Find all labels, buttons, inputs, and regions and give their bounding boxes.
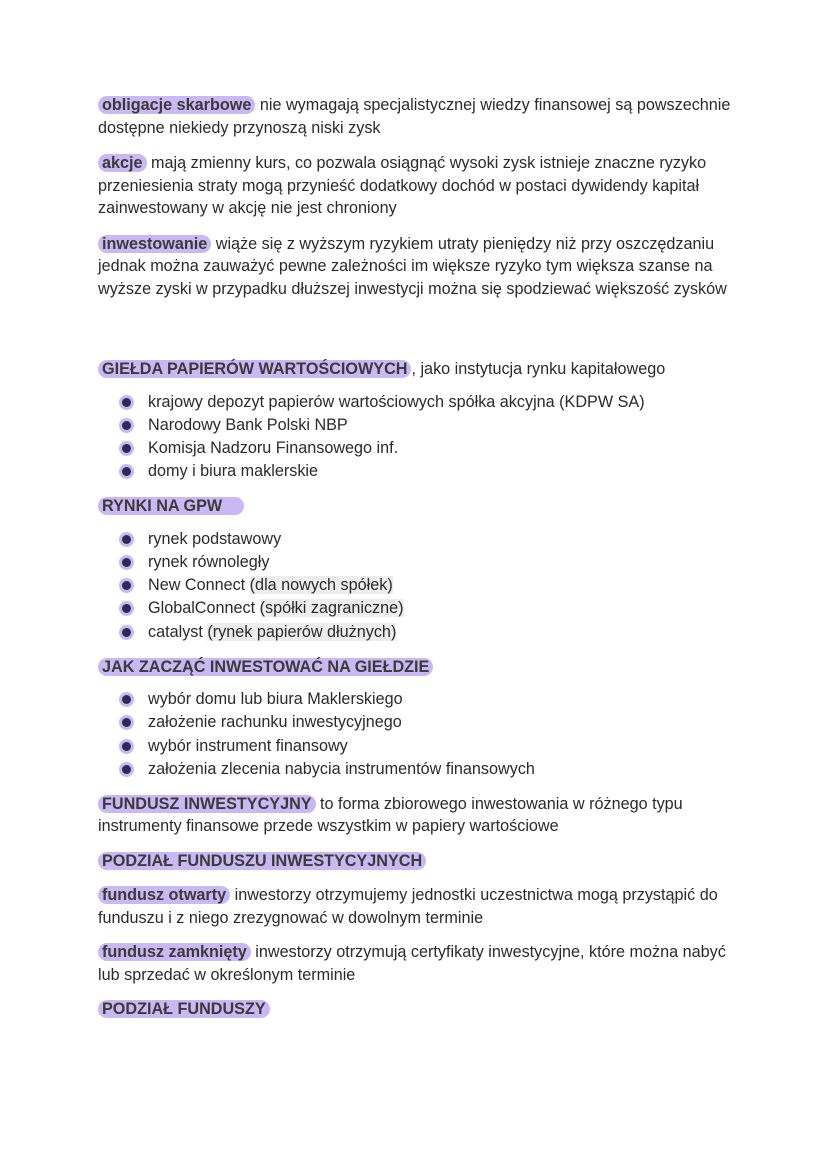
paragraph-inwestowanie (98, 233, 748, 301)
list-item-text: Komisja Nadzoru Finansowego inf. (148, 438, 399, 457)
list-item-text: Narodowy Bank Polski NBP (148, 415, 348, 434)
list-item-text: wybór domu lub biura Maklerskiego (148, 690, 403, 709)
list-item (98, 574, 748, 597)
heading-podzial-funduszu (98, 850, 748, 873)
bullet-icon (122, 765, 131, 774)
bullet-icon (122, 421, 131, 430)
bullet-icon (122, 604, 131, 613)
heading-rynki-term: RYNKI NA GPW (98, 497, 244, 515)
bullet-icon (122, 628, 131, 637)
heading-jak (98, 656, 748, 679)
bullet-icon (122, 444, 131, 453)
heading-podzial-funduszy (98, 998, 748, 1021)
term-fundusz-otwarty: fundusz otwarty (98, 886, 230, 904)
list-item-note: (dla nowych spółek) (249, 576, 393, 595)
list-item (98, 460, 748, 483)
term-obligacje: obligacje skarbowe (98, 96, 255, 114)
heading-podzial-funduszu-term: PODZIAŁ FUNDUSZU INWESTYCYJNYCH (98, 852, 426, 870)
list-item-text: GlobalConnect (148, 599, 260, 618)
list-item (98, 688, 748, 711)
list-item-note: (spółki zagraniczne) (259, 599, 404, 618)
document-content (98, 94, 748, 1021)
heading-jak-term: JAK ZACZĄĆ INWESTOWAĆ NA GIEŁDZIE (98, 658, 433, 676)
list-item-text: założenie rachunku inwestycyjnego (148, 713, 402, 732)
bullet-icon (122, 718, 131, 727)
paragraph-obligacje (98, 94, 748, 139)
jak-list (98, 688, 748, 781)
bullet-icon (122, 581, 131, 590)
list-item (98, 414, 748, 437)
paragraph-fundusz-otwarty (98, 884, 748, 929)
bullet-icon (122, 467, 131, 476)
paragraph-fundusz (98, 793, 748, 838)
text-fundusz-zamkniety: inwestorzy otrzymują certyfikaty inwestycyjne, które można nabyć lub sprzedać w określonym terminie (98, 943, 726, 984)
bullet-icon (122, 535, 131, 544)
list-item-text: domy i biura maklerskie (148, 462, 319, 481)
list-item-text: rynek podstawowy (148, 529, 282, 548)
bullet-icon (122, 558, 131, 567)
term-fundusz-zamkniety: fundusz zamknięty (98, 943, 251, 961)
rynki-list (98, 528, 748, 644)
list-item (98, 621, 748, 644)
list-item-text: wybór instrument finansowy (148, 736, 348, 755)
text-obligacje: nie wymagają specjalistycznej wiedzy finansowej są powszechnie dostępne niekiedy przynoszą niski zysk (98, 96, 731, 137)
list-item (98, 551, 748, 574)
heading-gpw-suffix: , jako instytucja rynku kapitałowego (411, 360, 666, 378)
list-item-note: (rynek papierów dłużnych) (207, 622, 397, 641)
text-fundusz: to forma zbiorowego inwestowania w różnego typu instrumenty finansowe przede wszystkim w papiery wartościowe (98, 794, 683, 836)
bullet-icon (122, 742, 131, 751)
heading-podzial-funduszy-term: PODZIAŁ FUNDUSZY (98, 1000, 270, 1018)
paragraph-fundusz-zamkniety (98, 941, 748, 986)
gpw-list (98, 391, 748, 484)
list-item-text: catalyst (148, 622, 208, 641)
text-inwestowanie: wiąże się z wyższym ryzykiem utraty pieniędzy niż przy oszczędzaniu jednak można zauważyć pewne zależności im większe ryzyko tym większa szanse na wyższe zyski w przypadku dłuższej inwestycji można się spodziewać większość zysków (98, 234, 727, 298)
list-item-text: rynek równoległy (148, 552, 270, 571)
list-item (98, 735, 748, 758)
heading-gpw (98, 358, 748, 381)
list-item (98, 758, 748, 781)
bullet-icon (122, 695, 131, 704)
text-fundusz-otwarty: inwestorzy otrzymujemy jednostki uczestnictwa mogą przystąpić do funduszu i z niego zrezygnować w dowolnym terminie (98, 886, 718, 927)
list-item (98, 597, 748, 620)
list-item-text: New Connect (148, 576, 250, 595)
heading-rynki (98, 495, 748, 518)
heading-gpw-term: GIEŁDA PAPIERÓW WARTOŚCIOWYCH (98, 360, 411, 378)
list-item (98, 528, 748, 551)
paragraph-akcje (98, 152, 748, 220)
list-item-text: założenia zlecenia nabycia instrumentów finansowych (148, 759, 535, 778)
list-item-text: krajowy depozyt papierów wartościowych spółka akcyjna (KDPW SA) (148, 392, 645, 411)
list-item (98, 391, 748, 414)
text-akcje: mają zmienny kurs, co pozwala osiągnąć wysoki zysk istnieje znaczne ryzyko przeniesienia straty mogą przynieść dodatkowy dochód w postaci dywidendy kapitał zainwestowany w akcję nie jest chroniony (98, 154, 707, 217)
list-item (98, 437, 748, 460)
term-akcje: akcje (98, 154, 147, 172)
list-item (98, 711, 748, 734)
term-inwestowanie: inwestowanie (98, 235, 211, 253)
term-fundusz: FUNDUSZ INWESTYCYJNY (98, 795, 316, 813)
bullet-icon (122, 398, 131, 407)
